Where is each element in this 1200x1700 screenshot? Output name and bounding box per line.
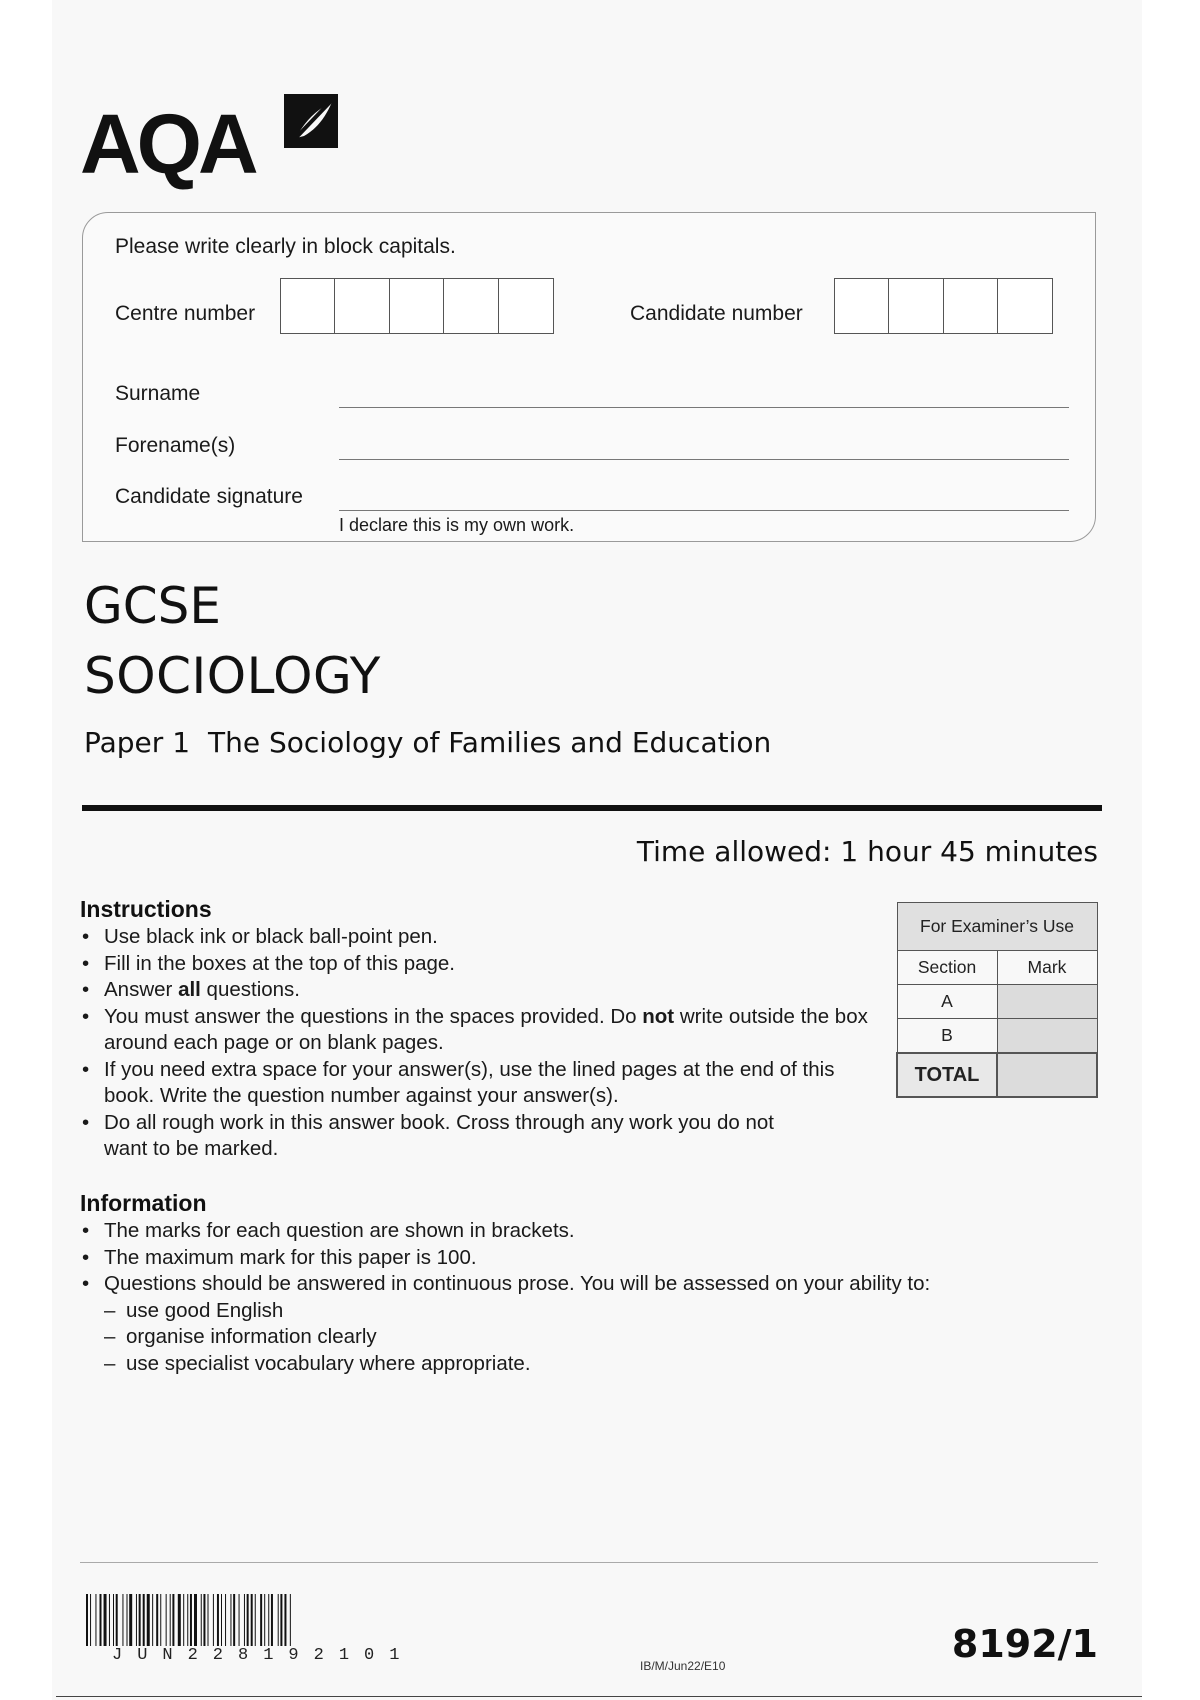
- total-mark-cell[interactable]: [997, 1053, 1097, 1097]
- examiners-use-table: [896, 902, 1098, 1098]
- mark-column-header: Mark: [997, 951, 1097, 985]
- instruction-emphasis: all: [178, 978, 201, 1001]
- barcode-bar: [244, 1594, 245, 1646]
- information-heading: Information: [80, 1190, 207, 1216]
- barcode-bar: [290, 1594, 291, 1646]
- surname-field[interactable]: [339, 407, 1069, 408]
- forenames-field[interactable]: [339, 459, 1069, 460]
- aqa-logo-mark-icon: [282, 92, 340, 150]
- document-reference: IB/M/Jun22/E10: [640, 1659, 726, 1673]
- barcode-bar: [280, 1594, 282, 1646]
- barcode-bar: [221, 1594, 222, 1646]
- barcode-bar: [233, 1594, 235, 1646]
- instruction-text: questions.: [200, 978, 301, 1001]
- instruction-item: [80, 1004, 884, 1057]
- logo-text: AQA: [80, 97, 255, 191]
- candidate-number-boxes: [835, 278, 1053, 334]
- barcode-bar: [109, 1594, 110, 1646]
- barcode-bar: [264, 1594, 265, 1646]
- barcode-bar: [247, 1594, 249, 1646]
- barcode-bar: [100, 1594, 102, 1646]
- time-allowed: Time allowed: 1 hour 45 minutes: [636, 835, 1098, 868]
- barcode-bar: [139, 1594, 141, 1646]
- information-list: [80, 1218, 1080, 1377]
- barcode-bar: [194, 1594, 197, 1646]
- forenames-label: Forename(s): [115, 434, 236, 457]
- instruction-emphasis: not: [642, 1004, 675, 1028]
- aqa-logo: [80, 92, 340, 191]
- instructions-list: [80, 924, 880, 1163]
- barcode-bar: [278, 1594, 279, 1646]
- centre-number-digit-box[interactable]: [443, 278, 499, 334]
- candidate-number-digit-box[interactable]: [888, 278, 944, 334]
- barcode-icon: [86, 1594, 470, 1654]
- instructions-heading: Instructions: [80, 896, 212, 922]
- total-label: TOTAL: [897, 1053, 997, 1097]
- barcode-bar: [136, 1594, 137, 1646]
- information-section: [80, 1190, 1080, 1377]
- page-bottom-rule: [56, 1696, 1142, 1697]
- barcode-bar: [129, 1594, 132, 1646]
- instruction-text: write outside the box around each page or on blank pages.: [104, 1004, 868, 1054]
- section-b-label: B: [897, 1019, 997, 1054]
- barcode-bar: [284, 1594, 286, 1646]
- barcode-bar: [208, 1594, 209, 1646]
- instruction-text: You must answer the questions in the spaces provided. Do: [104, 1004, 643, 1028]
- candidate-number-label: Candidate number: [630, 302, 803, 325]
- barcode-bar: [190, 1594, 192, 1646]
- centre-number-digit-box[interactable]: [280, 278, 336, 334]
- barcode-bar: [113, 1594, 114, 1646]
- assessment-criterion: – use specialist vocabulary where appropriate.: [80, 1351, 1080, 1378]
- barcode-bar: [156, 1594, 158, 1646]
- qualification-title: GCSE: [84, 577, 221, 635]
- barcode-bar: [213, 1594, 214, 1646]
- barcode-bar: [95, 1594, 96, 1646]
- barcode-bar: [239, 1594, 240, 1646]
- barcode-bar: [225, 1594, 226, 1646]
- signature-field[interactable]: [339, 510, 1069, 511]
- barcode-bar: [104, 1594, 107, 1646]
- paper-name: The Sociology of Families and Education: [208, 726, 772, 759]
- barcode-bar: [255, 1594, 256, 1646]
- barcode-bar: [178, 1594, 181, 1646]
- information-item: • Questions should be answered in continuous prose. You will be assessed on your ability to:: [80, 1271, 1080, 1298]
- barcode-bar: [116, 1594, 118, 1646]
- paper-code: 8192/1: [951, 1622, 1098, 1666]
- barcode-bar: [86, 1594, 88, 1646]
- information-item: • The maximum mark for this paper is 100.: [80, 1245, 1080, 1272]
- barcode-bar: [127, 1594, 128, 1646]
- barcode-number: JUN228192101: [112, 1646, 415, 1665]
- instruction-item: [80, 977, 880, 1004]
- barcode-bar: [166, 1594, 167, 1646]
- paper-number: Paper 1: [84, 726, 191, 759]
- centre-number-label: Centre number: [115, 302, 256, 325]
- instruction-item: • Fill in the boxes at the top of this page.: [80, 951, 880, 978]
- section-b-mark-cell[interactable]: [997, 1019, 1097, 1054]
- barcode-bar: [143, 1594, 145, 1646]
- barcode-bar: [183, 1594, 184, 1646]
- signature-label: Candidate signature: [115, 485, 303, 508]
- information-item: • The marks for each question are shown in brackets.: [80, 1218, 1080, 1245]
- candidate-number-digit-box[interactable]: [834, 278, 890, 334]
- barcode-bar: [152, 1594, 153, 1646]
- footer-divider: [80, 1562, 1098, 1563]
- instruction-text: Answer: [104, 978, 179, 1001]
- barcode-bar: [203, 1594, 205, 1646]
- candidate-details-box: [82, 212, 1096, 542]
- assessment-criterion: – organise information clearly: [80, 1324, 1080, 1351]
- section-column-header: Section: [897, 951, 997, 985]
- instructions-section: [80, 896, 880, 1163]
- barcode-bar: [217, 1594, 219, 1646]
- block-capitals-instruction: Please write clearly in block capitals.: [115, 235, 456, 258]
- barcode-bar: [268, 1594, 269, 1646]
- barcode-bar: [260, 1594, 262, 1646]
- centre-number-digit-box[interactable]: [498, 278, 554, 334]
- title-divider: [82, 805, 1102, 811]
- assessment-criterion: – use good English: [80, 1298, 1080, 1325]
- paper-title: [84, 726, 771, 759]
- examiners-use-title: For Examiner’s Use: [897, 903, 1097, 951]
- barcode-bar: [172, 1594, 174, 1646]
- candidate-number-digit-box[interactable]: [943, 278, 999, 334]
- barcode-bar: [122, 1594, 123, 1646]
- centre-number-digit-box[interactable]: [334, 278, 390, 334]
- barcode-bar: [90, 1594, 91, 1646]
- barcode-bar: [271, 1594, 273, 1646]
- barcode-bar: [230, 1594, 231, 1646]
- barcode-bar: [251, 1594, 253, 1646]
- section-a-mark-cell[interactable]: [997, 985, 1097, 1019]
- subject-title: SOCIOLOGY: [84, 647, 381, 705]
- barcode-bar: [170, 1594, 171, 1646]
- instruction-item: • Do all rough work in this answer book. Cross through any work you do not want to be marked.: [80, 1110, 804, 1163]
- centre-number-digit-box[interactable]: [389, 278, 445, 334]
- barcode-bar: [187, 1594, 188, 1646]
- instruction-item: • If you need extra space for your answer(s), use the lined pages at the end of this book. Write the question number against your answer(s).: [80, 1057, 884, 1110]
- section-a-label: A: [897, 985, 997, 1019]
- centre-number-boxes: [281, 278, 554, 334]
- instruction-item: • Use black ink or black ball-point pen.: [80, 924, 880, 951]
- barcode-bar: [201, 1594, 202, 1646]
- surname-label: Surname: [115, 382, 201, 405]
- declaration-text: I declare this is my own work.: [339, 515, 575, 535]
- barcode-bar: [147, 1594, 150, 1646]
- candidate-number-digit-box[interactable]: [997, 278, 1053, 334]
- barcode-bar: [160, 1594, 161, 1646]
